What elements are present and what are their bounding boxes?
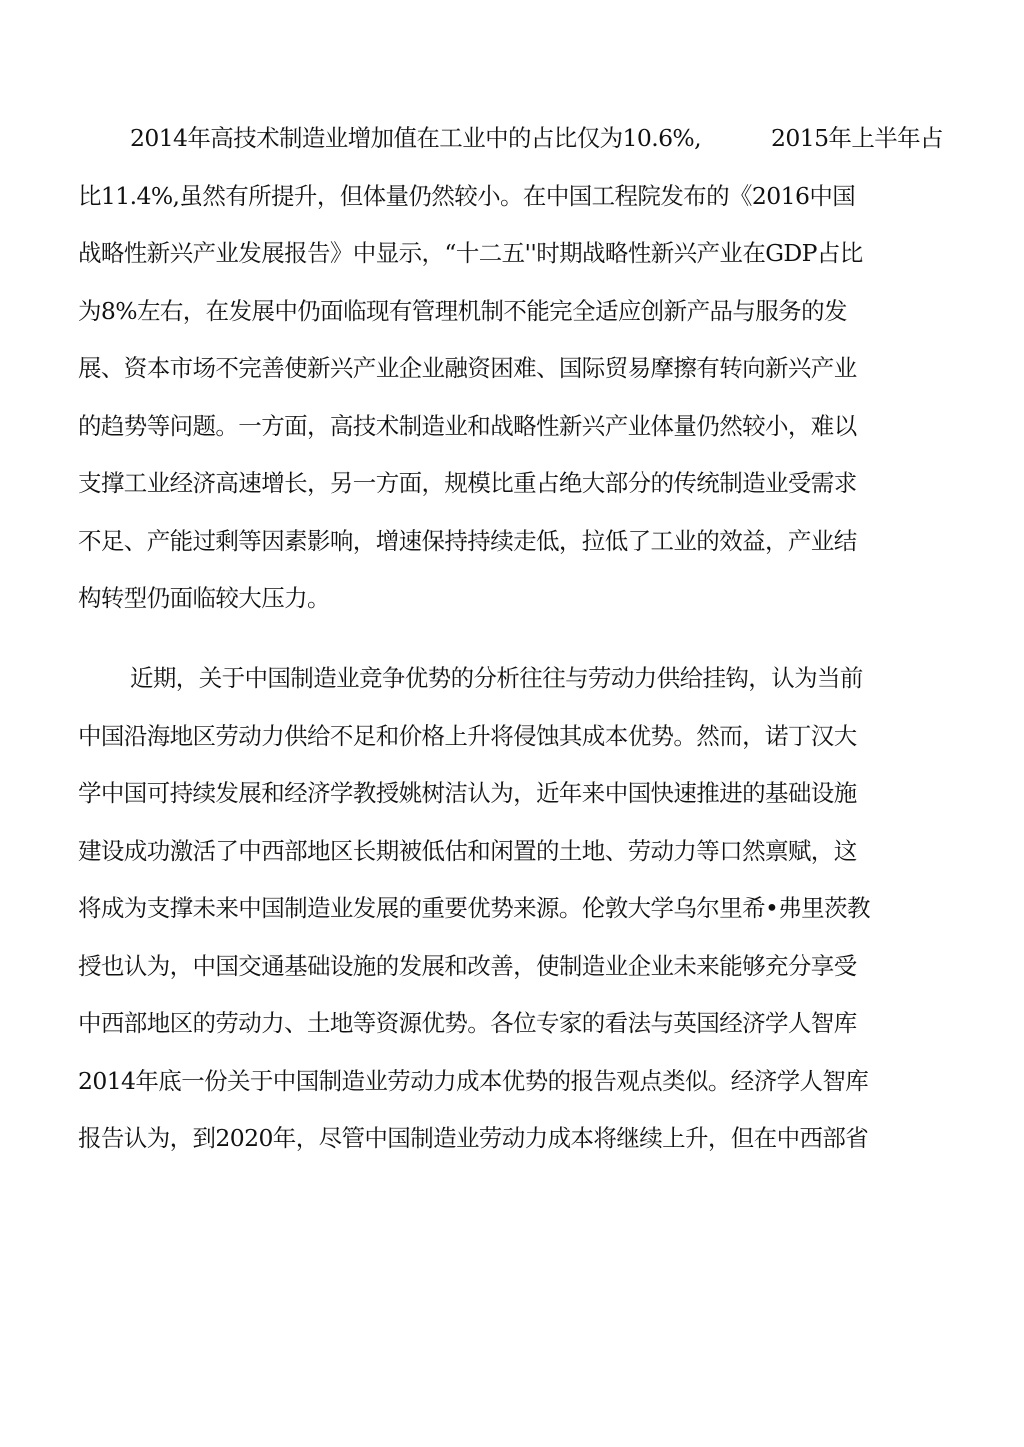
- text-line: 建设成功激活了中西部地区长期被低估和闲置的土地、劳动力等口然禀赋，这: [78, 836, 857, 865]
- text-line: 报告认为，到2020年，尽管中国制造业劳动力成本将继续上升，但在中西部省: [78, 1124, 869, 1152]
- text-line: 的趋势等问题。一方面，高技术制造业和战略性新兴产业体量仍然较小，难以: [78, 411, 857, 440]
- paragraph-1: [78, 116, 958, 634]
- text-line: 将成为支撑未来中国制造业发展的重要优势来源。伦敦大学乌尔里希•弗里茨教: [78, 894, 870, 922]
- text-line: 2014年底一份关于中国制造业劳动力成本优势的报告观点类似。经济学人智库: [78, 1066, 869, 1095]
- text-line: 中国沿海地区劳动力供给不足和价格上升将侵蚀其成本优势。然而，诺丁汉大: [78, 721, 857, 750]
- text-line: 学中国可持续发展和经济学教授姚树洁认为，近年来中国快速推进的基础设施: [78, 779, 857, 807]
- text-line: 构转型仍面临较大压力。: [78, 584, 330, 612]
- paragraph-2: [78, 656, 958, 1174]
- text-line: 授也认为，中国交通基础设施的发展和改善，使制造业企业未来能够充分享受: [78, 951, 857, 980]
- text-line: 近期，关于中国制造业竞争优势的分析往往与劳动力供给挂钩，认为当前: [130, 664, 863, 692]
- text-line-head: 2014年高技术制造业增加值在工业中的占比仅为10.6%,: [130, 124, 702, 152]
- text-line: [78, 116, 958, 174]
- text-line: 中西部地区的劳动力、土地等资源优势。各位专家的看法与英国经济学人智库: [78, 1009, 857, 1037]
- text-line: 不足、产能过剩等因素影响，增速保持持续走低，拉低了工业的效益，产业结: [78, 526, 857, 555]
- text-line-tail: 2015年上半年占: [771, 124, 943, 152]
- text-line: 支撑工业经济高速增长，另一方面，规模比重占绝大部分的传统制造业受需求: [78, 469, 857, 497]
- text-line: 展、资本市场不完善使新兴产业企业融资困难、国际贸易摩擦有转向新兴产业: [78, 354, 857, 382]
- text-line: 为8%左右，在发展中仍面临现有管理机制不能完全适应创新产品与服务的发: [78, 296, 847, 325]
- text-line: 战略性新兴产业发展报告》中显示，“十二五''时期战略性新兴产业在GDP占比: [78, 239, 863, 267]
- text-line: 比11.4%,虽然有所提升，但体量仍然较小。在中国工程院发布的《2016中国: [78, 181, 856, 210]
